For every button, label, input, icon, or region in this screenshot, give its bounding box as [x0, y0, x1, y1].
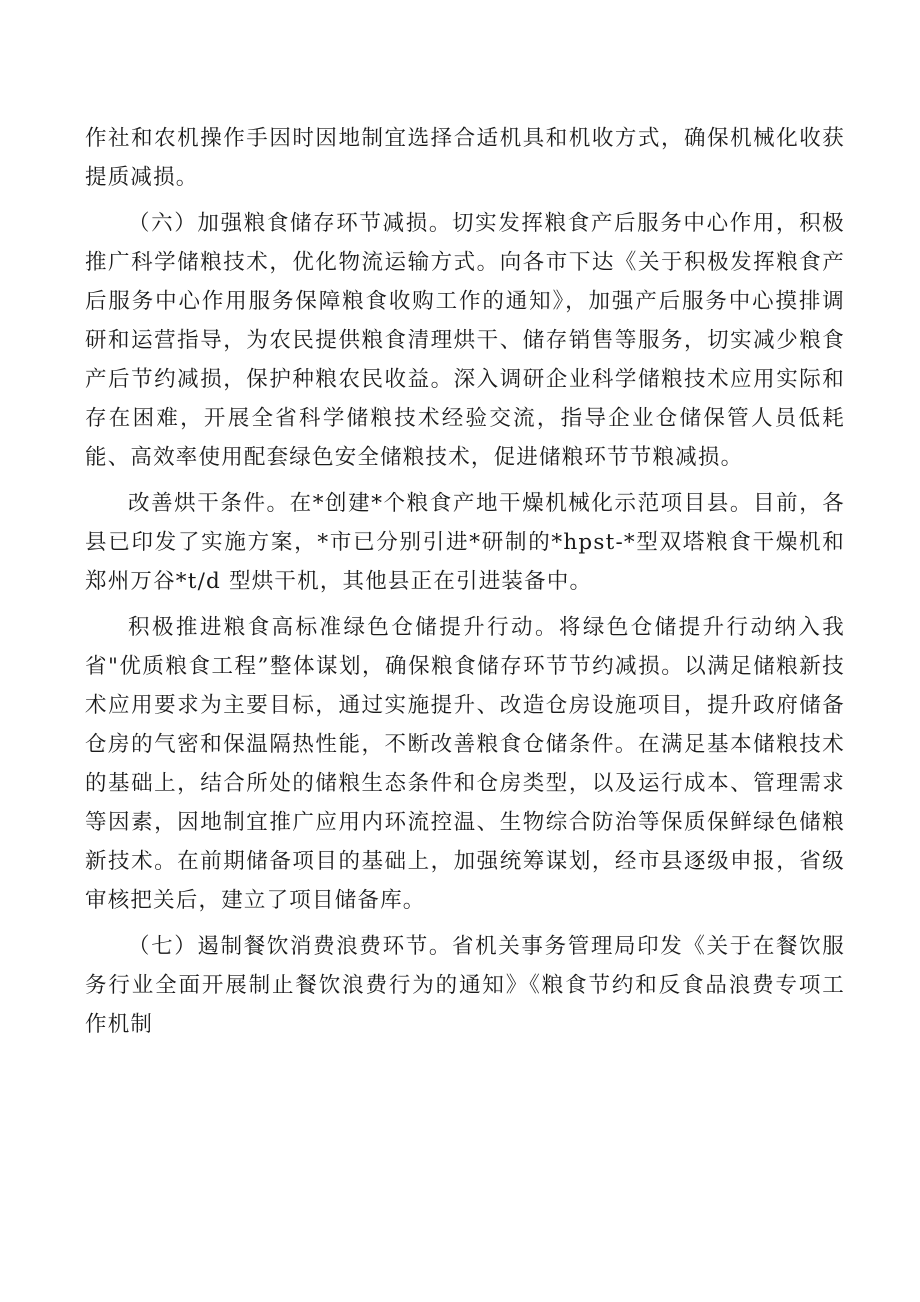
document-body	[85, 119, 845, 1051]
paragraph-drying-conditions: 改善烘干条件。在*创建*个粮食产地干燥机械化示范项目县。目前，各县已印发了实施方案，*市已分别引进*研制的*hpst-*型双塔粮食干燥机和郑州万谷*t/d 型烘干机，其他县正在引进装备中。	[85, 491, 845, 594]
paragraph-section-six: （六）加强粮食储存环节减损。切实发挥粮食产后服务中心作用，积极推广科学储粮技术，优化物流运输方式。向各市下达《关于积极发挥粮食产后服务中心作用服务保障粮食收购工作的通知》，加强产后服务中心摸排调研和运营指导，为农民提供粮食清理烘干、储存销售等服务，切实减少粮食产后节约减损，保护种粮农民收益。深入调研企业科学储粮技术应用实际和存在困难，开展全省科学储粮技术经验交流，指导企业仓储保管人员低耗能、高效率使用配套绿色安全储粮技术，促进储粮环节节粮减损。	[85, 211, 845, 470]
paragraph-green-storage: 积极推进粮食高标准绿色仓储提升行动。将绿色仓储提升行动纳入我省"优质粮食工程”整体谋划，确保粮食储存环节节约减损。以满足储粮新技术应用要求为主要目标，通过实施提升、改造仓房设施项目，提升政府储备仓房的气密和保温隔热性能，不断改善粮食仓储条件。在满足基本储粮技术的基础上，结合所处的储粮生态条件和仓房类型，以及运行成本、管理需求等因素，因地制宜推广应用内环流控温、生物综合防治等保质保鲜绿色储粮新技术。在前期储备项目的基础上，加强统筹谋划，经市县逐级申报，省级审核把关后，建立了项目储备库。	[85, 615, 845, 913]
paragraph-continuation: 作社和农机操作手因时因地制宜选择合适机具和机收方式，确保机械化收获提质减损。	[85, 126, 845, 190]
paragraph-section-seven: （七）遏制餐饮消费浪费环节。省机关事务管理局印发《关于在餐饮服务行业全面开展制止餐饮浪费行为的通知》《粮食节约和反食品浪费专项工作机制	[85, 934, 845, 1037]
